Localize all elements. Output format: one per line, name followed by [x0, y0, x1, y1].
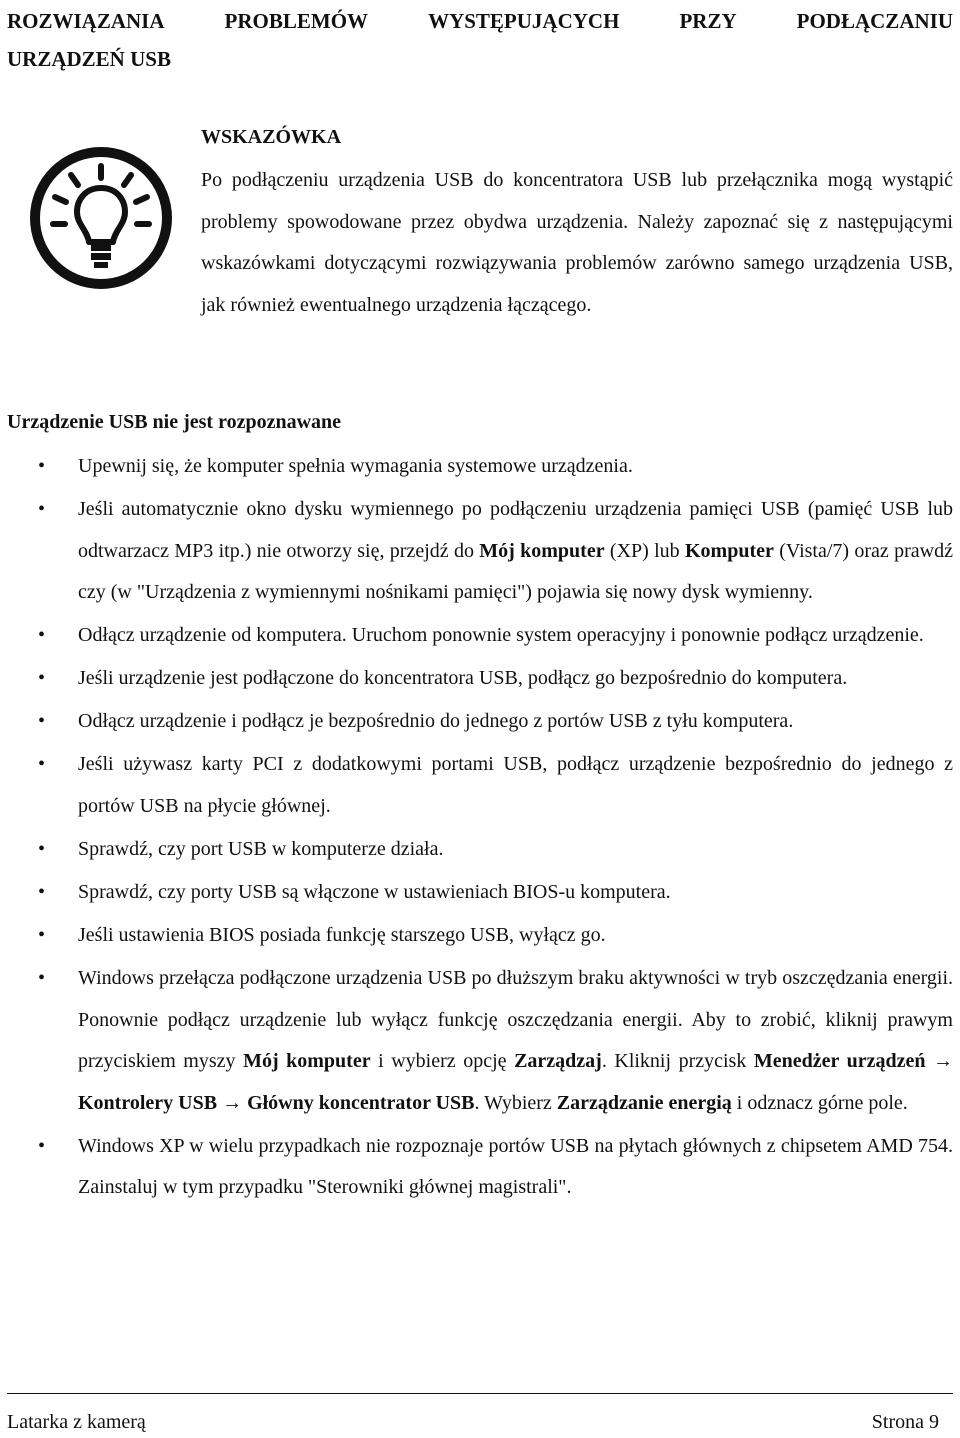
bullet-marker: • — [38, 924, 46, 947]
text-run: . Kliknij przycisk — [601, 1050, 754, 1073]
bullet-marker: • — [38, 498, 46, 521]
heading-word: WYSTĘPUJĄCYCH — [428, 9, 620, 33]
lightbulb-icon — [25, 142, 177, 294]
list-item — [0, 701, 953, 743]
text-run: Jeśli ustawienia BIOS posiada funkcję starszego USB, wyłącz go. — [78, 924, 606, 947]
bullet-marker: • — [38, 624, 46, 647]
bold-text: Komputer — [684, 539, 774, 562]
text-run: i odznacz górne pole. — [731, 1091, 908, 1114]
heading-word: PODŁĄCZANIU — [796, 9, 953, 33]
text-run: Odłącz urządzenie i podłącz je bezpośrednio do jednego z portów USB z tyłu komputera. — [78, 710, 794, 733]
text-run: (Vista/7) oraz prawdź czy (w "Urządzenia z wymiennymi nośnikami pamięci") pojawia się nowy dysk wymienny. — [78, 539, 953, 604]
text-run: Sprawdź, czy port USB w komputerze działa. — [78, 838, 444, 861]
bullet-list — [0, 446, 953, 1211]
bullet-marker: • — [38, 967, 46, 990]
list-item — [0, 658, 953, 700]
list-item — [0, 446, 953, 488]
bold-text: Zarządzanie energią — [556, 1091, 732, 1114]
tip-title: WSKAZÓWKA — [201, 126, 342, 148]
list-item — [0, 1126, 953, 1209]
tip-text: Po podłączeniu urządzenia USB do koncentratora USB lub przełącznika mogą wystąpić problemy spowodowane przez obydwa urządzenia. Należy zapoznać się z następującymi wskazówkami dotyczącymi rozwiązywania problemów zarówno samego urządzenia USB, jak również ewentualnego urządzenia łączącego. — [201, 169, 953, 316]
heading-word: ROZWIĄZANIA — [7, 9, 165, 33]
text-run: . Wybierz — [474, 1091, 557, 1114]
text-run: Sprawdź, czy porty USB są włączone w ustawieniach BIOS-u komputera. — [78, 881, 671, 904]
page-number: Strona 9 — [871, 1411, 939, 1433]
bullet-marker: • — [38, 1134, 46, 1157]
text-run: Windows XP w wielu przypadkach nie rozpoznaje portów USB na płytach głównych z chipsetem AMD 754. Zainstaluj w tym przypadku "Sterowniki głównej magistrali". — [78, 1134, 953, 1199]
text-run: (XP) lub — [604, 539, 685, 562]
list-item — [0, 872, 953, 914]
footer-title: Latarka z kamerą — [7, 1411, 146, 1433]
text-run: i wybierz opcję — [370, 1050, 515, 1073]
text-run: Upewnij się, że komputer spełnia wymagania systemowe urządzenia. — [78, 455, 633, 477]
bold-text: Menedżer urządzeń → Kontrolery USB → Główny koncentrator USB — [78, 1050, 954, 1114]
bold-text: Mój komputer — [243, 1050, 371, 1073]
bullet-marker: • — [38, 753, 46, 776]
bold-text: Mój komputer — [479, 539, 605, 562]
bullet-marker: • — [38, 667, 46, 690]
list-item — [0, 915, 953, 957]
section-title: Urządzenie USB nie jest rozpoznawane — [7, 411, 342, 433]
text-run: Jeśli urządzenie jest podłączone do koncentratora USB, podłącz go bezpośrednio do komputera. — [78, 667, 848, 690]
text-run: Windows przełącza podłączone urządzenia USB po dłuższym braku aktywności w tryb oszczędzania energii. Ponownie podłącz urządzenie lub wyłącz funkcję oszczędzania energii. Aby to zrobić, kliknij prawym przyciskiem myszy — [78, 967, 953, 1073]
bullet-marker: • — [38, 710, 46, 733]
bullet-marker: • — [38, 881, 46, 904]
list-item — [0, 829, 953, 871]
list-item — [0, 744, 953, 827]
text-run: Odłącz urządzenie od komputera. Uruchom ponownie system operacyjny i ponownie podłącz urządzenie. — [78, 624, 924, 647]
list-item — [0, 958, 953, 1124]
list-item — [0, 489, 953, 614]
text-run: Jeśli automatycznie okno dysku wymiennego po podłączeniu urządzenia pamięci USB (pamięć USB lub odtwarzacz MP3 itp.) nie otworzy się, przejdź do — [78, 498, 953, 562]
bold-text: Zarządzaj — [514, 1050, 602, 1073]
bullet-marker: • — [38, 838, 46, 861]
list-item — [0, 615, 953, 657]
page-heading — [7, 2, 953, 78]
heading-line-1 — [7, 2, 953, 40]
footer-divider — [7, 1393, 953, 1394]
heading-word: PRZY — [679, 9, 737, 33]
text-run: Jeśli używasz karty PCI z dodatkowymi portami USB, podłącz urządzenie bezpośrednio do jednego z portów USB na płycie głównej. — [78, 753, 953, 817]
bullet-marker: • — [38, 455, 46, 477]
heading-line-2: URZĄDZEŃ USB — [7, 47, 171, 71]
heading-word: PROBLEMÓW — [224, 9, 369, 33]
